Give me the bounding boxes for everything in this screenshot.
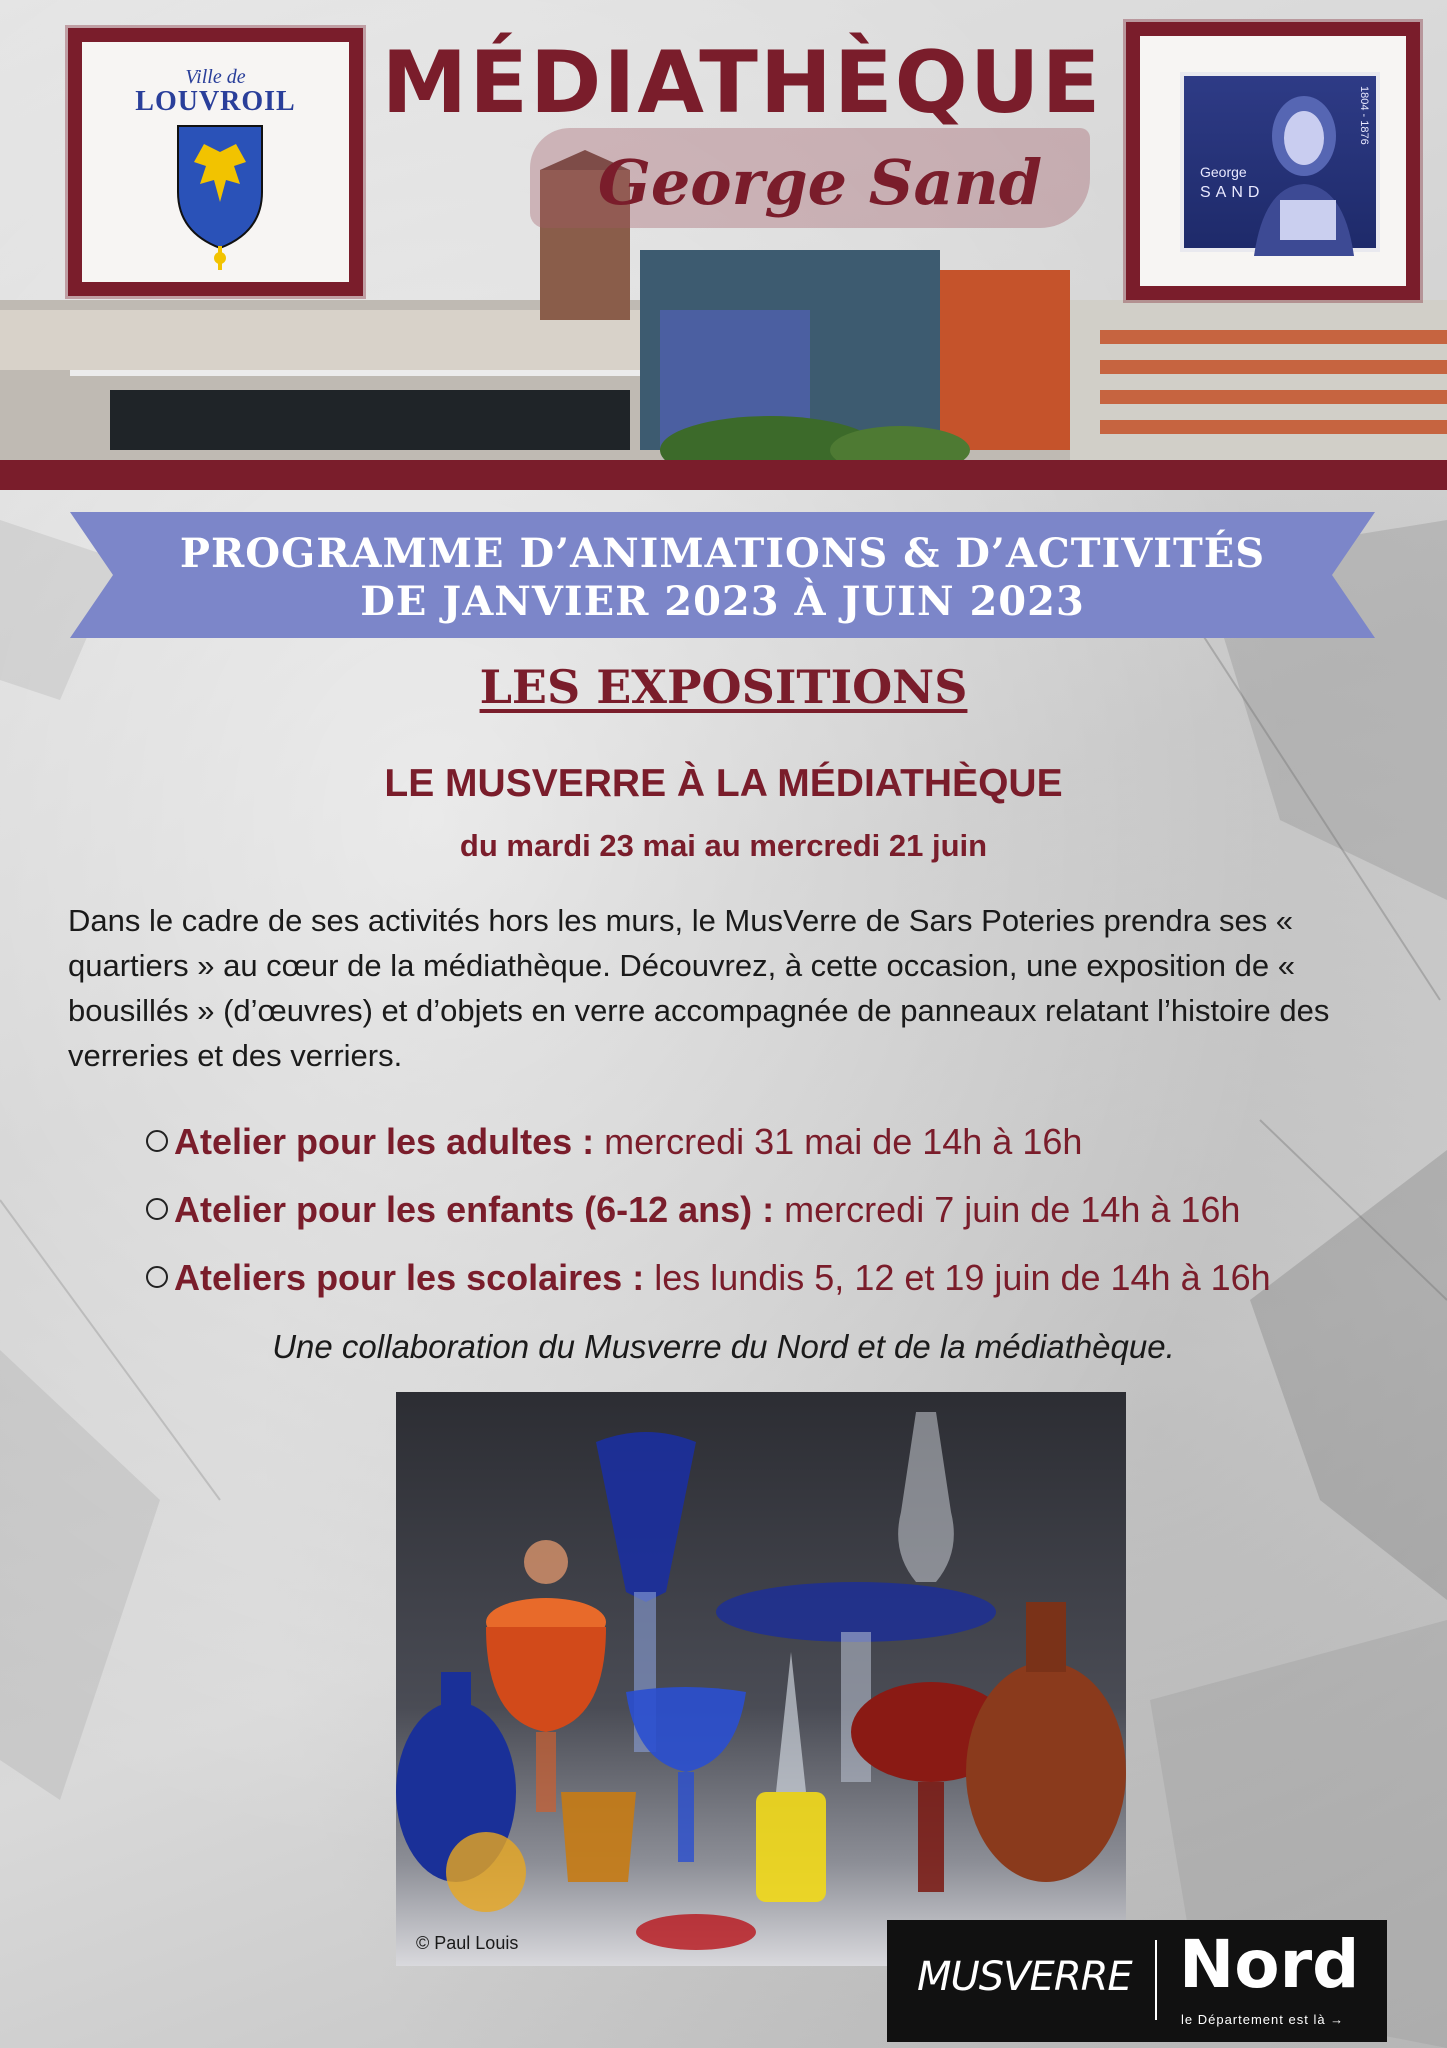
nord-tagline: le Département est là → — [1181, 2012, 1345, 2027]
exhibition-dates: du mardi 23 mai au mercredi 21 juin — [459, 828, 988, 863]
workshop-list — [146, 1108, 1406, 1312]
collaboration-note: Une collaboration du Musverre du Nord et de la médiathèque. — [272, 1328, 1175, 1365]
workshop-detail: les lundis 5, 12 et 19 juin de 14h à 16h — [644, 1257, 1271, 1298]
musverre-wordmark: MUSVERRE — [917, 1954, 1132, 2000]
exhibition-title: LE MUSVERRE À LA MÉDIATHÈQUE — [384, 762, 1063, 805]
town-prefix: Ville de — [185, 66, 246, 88]
program-banner — [70, 512, 1375, 638]
header — [0, 0, 1447, 460]
town-name: LOUVROIL — [135, 86, 296, 117]
musverre-nord-logo — [887, 1920, 1387, 2042]
page-title: MÉDIATHÈQUE — [381, 33, 1103, 133]
circle-bullet-icon — [146, 1130, 168, 1152]
banner-line-2: DE JANVIER 2023 À JUIN 2023 — [360, 578, 1085, 625]
george-sand-stamp — [1180, 72, 1380, 252]
stamp-first-name: George — [1200, 164, 1247, 180]
exhibition-description: Dans le cadre de ses activités hors les murs, le MusVerre de Sars Poteries prendra ses « quartiers » au cœur de la médiathèque. Découvrez, à cette occasion, une exposition de « bousillés » (d’œuvres) et d’objets en verre accompagnée de panneaux relatant l’histoire des verreries et des verriers. — [68, 903, 1330, 1073]
stamp-dates: 1804 - 1876 — [1358, 86, 1370, 145]
list-item — [146, 1108, 1406, 1176]
list-item — [146, 1176, 1406, 1244]
banner-line-1: PROGRAMME D’ANIMATIONS & D’ACTIVITÉS — [179, 530, 1266, 577]
louvroil-logo-frame — [68, 28, 363, 296]
header-divider — [0, 460, 1447, 490]
page-subtitle: George Sand — [597, 146, 1043, 219]
george-sand-stamp-frame — [1126, 22, 1420, 300]
workshop-detail: mercredi 31 mai de 14h à 16h — [594, 1121, 1083, 1162]
circle-bullet-icon — [146, 1266, 168, 1288]
workshop-detail: mercredi 7 juin de 14h à 16h — [774, 1189, 1241, 1230]
section-heading: LES EXPOSITIONS — [479, 660, 968, 714]
workshop-label: Ateliers pour les scolaires : — [174, 1257, 645, 1298]
stamp-last-name: SAND — [1200, 184, 1265, 201]
list-item — [146, 1244, 1406, 1312]
glassware-photo — [396, 1392, 1126, 1966]
workshop-label: Atelier pour les enfants (6-12 ans) : — [174, 1189, 775, 1230]
glass-objects-illustration — [396, 1392, 1126, 1966]
nord-wordmark: Nord — [1179, 1926, 1360, 2003]
photo-credit: © Paul Louis — [416, 1933, 519, 1953]
banner-text — [70, 530, 1375, 626]
circle-bullet-icon — [146, 1198, 168, 1220]
coat-of-arms-icon — [174, 122, 266, 272]
workshop-label: Atelier pour les adultes : — [174, 1121, 595, 1162]
logo-divider — [1155, 1940, 1157, 2020]
